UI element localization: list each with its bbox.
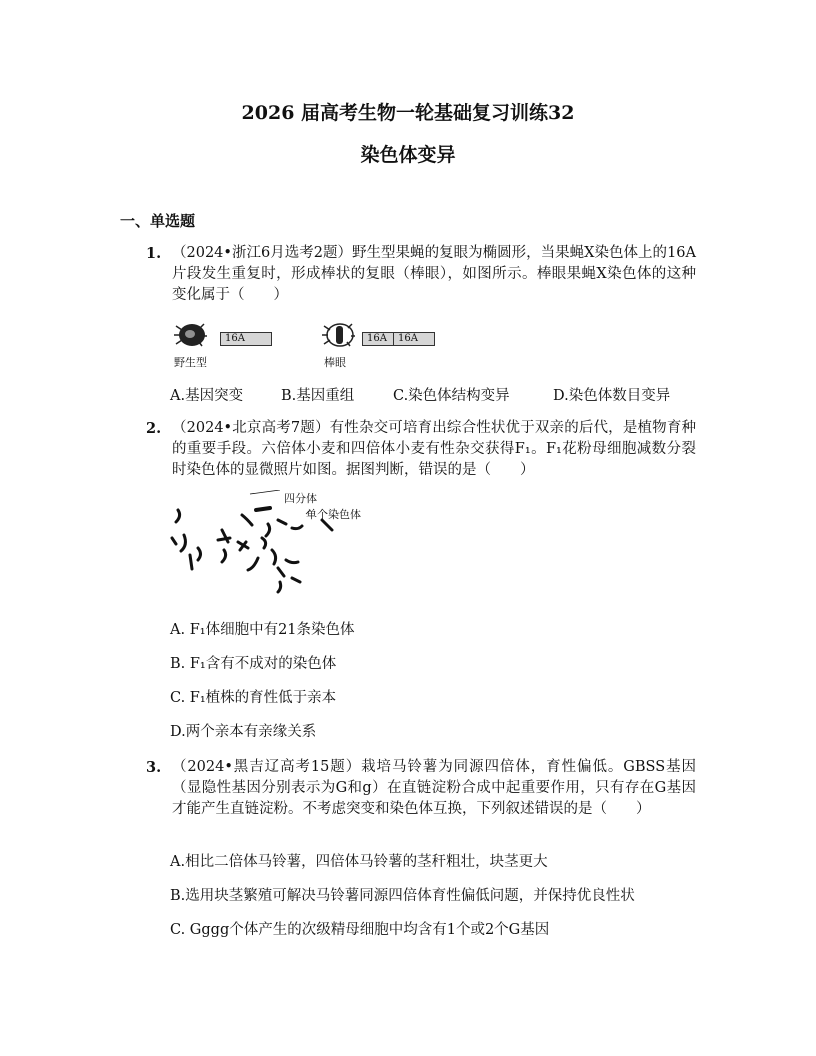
option-a[interactable]: A.基因突变 <box>170 388 244 404</box>
wild-type-label: 野生型 <box>174 356 207 369</box>
chromosome-segment-dup-2: 16A <box>393 332 435 346</box>
page-subtitle: 染色体变异 <box>360 144 456 166</box>
question-3 <box>146 757 696 820</box>
chromosome-micrograph <box>168 490 388 605</box>
question-number: 1. <box>146 245 162 262</box>
option-a[interactable]: A.相比二倍体马铃薯，四倍体马铃薯的茎秆粗壮，块茎更大 <box>170 854 548 870</box>
single-chromosome-label: 单个染色体 <box>306 508 361 521</box>
tetrad-label: 四分体 <box>284 492 317 505</box>
question-text: （2024•北京高考7题）有性杂交可培育出综合性状优于双亲的后代，是植物育种的重要手段。六倍体小麦和四倍体小麦有性杂交获得F₁。F₁花粉母细胞减数分裂时染色体的显微照片如图。据图判断，错误的是（ ） <box>172 420 696 478</box>
option-a[interactable]: A. F₁体细胞中有21条染色体 <box>170 622 355 638</box>
question-number: 3. <box>146 759 162 776</box>
question-1 <box>146 243 696 306</box>
section-heading: 一、单选题 <box>120 212 196 230</box>
bar-eye-icon <box>320 320 358 350</box>
wild-type-eye-icon <box>172 320 210 350</box>
option-b[interactable]: B. F₁含有不成对的染色体 <box>170 656 337 672</box>
option-b[interactable]: B.选用块茎繁殖可解决马铃薯同源四倍体育性偏低问题，并保持优良性状 <box>170 888 635 904</box>
option-d[interactable]: D.两个亲本有亲缘关系 <box>170 724 317 740</box>
chromosome-segment-wild: 16A <box>220 332 272 346</box>
question-text: （2024•黑吉辽高考15题）栽培马铃薯为同源四倍体，育性偏低。GBSS基因（显隐性基因分别表示为G和g）在直链淀粉合成中起重要作用，只有存在G基因才能产生直链淀粉。不考虑突变和染色体互换，下列叙述错误的是（ ） <box>172 759 696 817</box>
question-number: 2. <box>146 420 162 437</box>
option-d[interactable]: D.染色体数目变异 <box>553 388 671 404</box>
option-c[interactable]: C.染色体结构变异 <box>393 388 510 404</box>
chromosome-segment-dup-1: 16A <box>362 332 394 346</box>
option-c[interactable]: C. Gggg个体产生的次级精母细胞中均含有1个或2个G基因 <box>170 922 550 938</box>
bar-eye-label: 棒眼 <box>324 356 346 369</box>
page-title: 2026 届高考生物一轮基础复习训练32 <box>241 102 575 124</box>
question-2 <box>146 418 696 481</box>
fruit-fly-eye-figure <box>170 320 450 370</box>
option-b[interactable]: B.基因重组 <box>281 388 355 404</box>
question-text: （2024•浙江6月选考2题）野生型果蝇的复眼为椭圆形，当果蝇X染色体上的16A片段发生重复时，形成棒状的复眼（棒眼），如图所示。棒眼果蝇X染色体的这种变化属于（ ） <box>172 245 696 303</box>
option-c[interactable]: C. F₁植株的育性低于亲本 <box>170 690 337 706</box>
